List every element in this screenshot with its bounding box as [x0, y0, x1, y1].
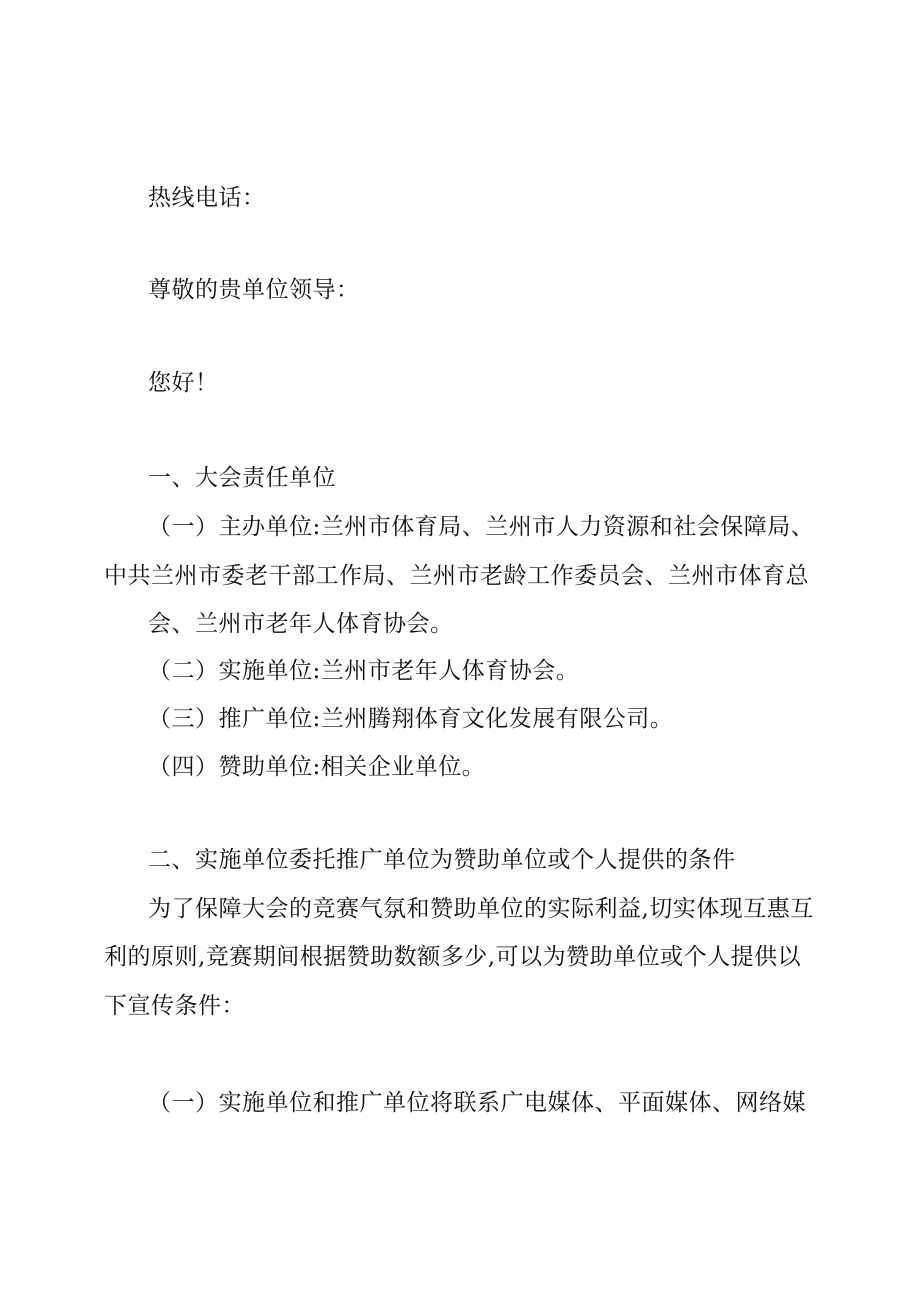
section1-item1-line3: 会、兰州市老年人体育协会。: [148, 611, 454, 637]
section1-item4: （四）赞助单位:相关企业单位。: [148, 754, 486, 780]
greeting: 您好！: [148, 370, 219, 396]
section2-paragraph-line2: 利的原则,竞赛期间根据赞助数额多少,可以为赞助单位或个人提供以: [104, 944, 802, 970]
section2-heading: 二、实施单位委托推广单位为赞助单位或个人提供的条件: [148, 847, 736, 873]
section2-item1-line1: （一）实施单位和推广单位将联系广电媒体、平面媒体、网络媒: [148, 1090, 806, 1116]
section1-item3: （三）推广单位:兰州腾翔体育文化发展有限公司。: [148, 706, 674, 732]
section1-item1-line1: （一）主办单位:兰州市体育局、兰州市人力资源和社会保障局、: [148, 514, 815, 540]
section1-item1-line2: 中共兰州市委老干部工作局、兰州市老龄工作委员会、兰州市体育总: [104, 563, 809, 589]
section2-paragraph-line1: 为了保障大会的竞赛气氛和赞助单位的实际利益,切实体现互惠互: [148, 896, 814, 922]
hotline-label: 热线电话：: [148, 185, 266, 211]
section1-heading: 一、大会责任单位: [148, 465, 336, 491]
salutation: 尊敬的贵单位领导：: [148, 277, 360, 303]
section2-paragraph-line3: 下宣传条件：: [104, 993, 245, 1019]
section1-item2: （二）实施单位:兰州市老年人体育协会。: [148, 658, 580, 684]
